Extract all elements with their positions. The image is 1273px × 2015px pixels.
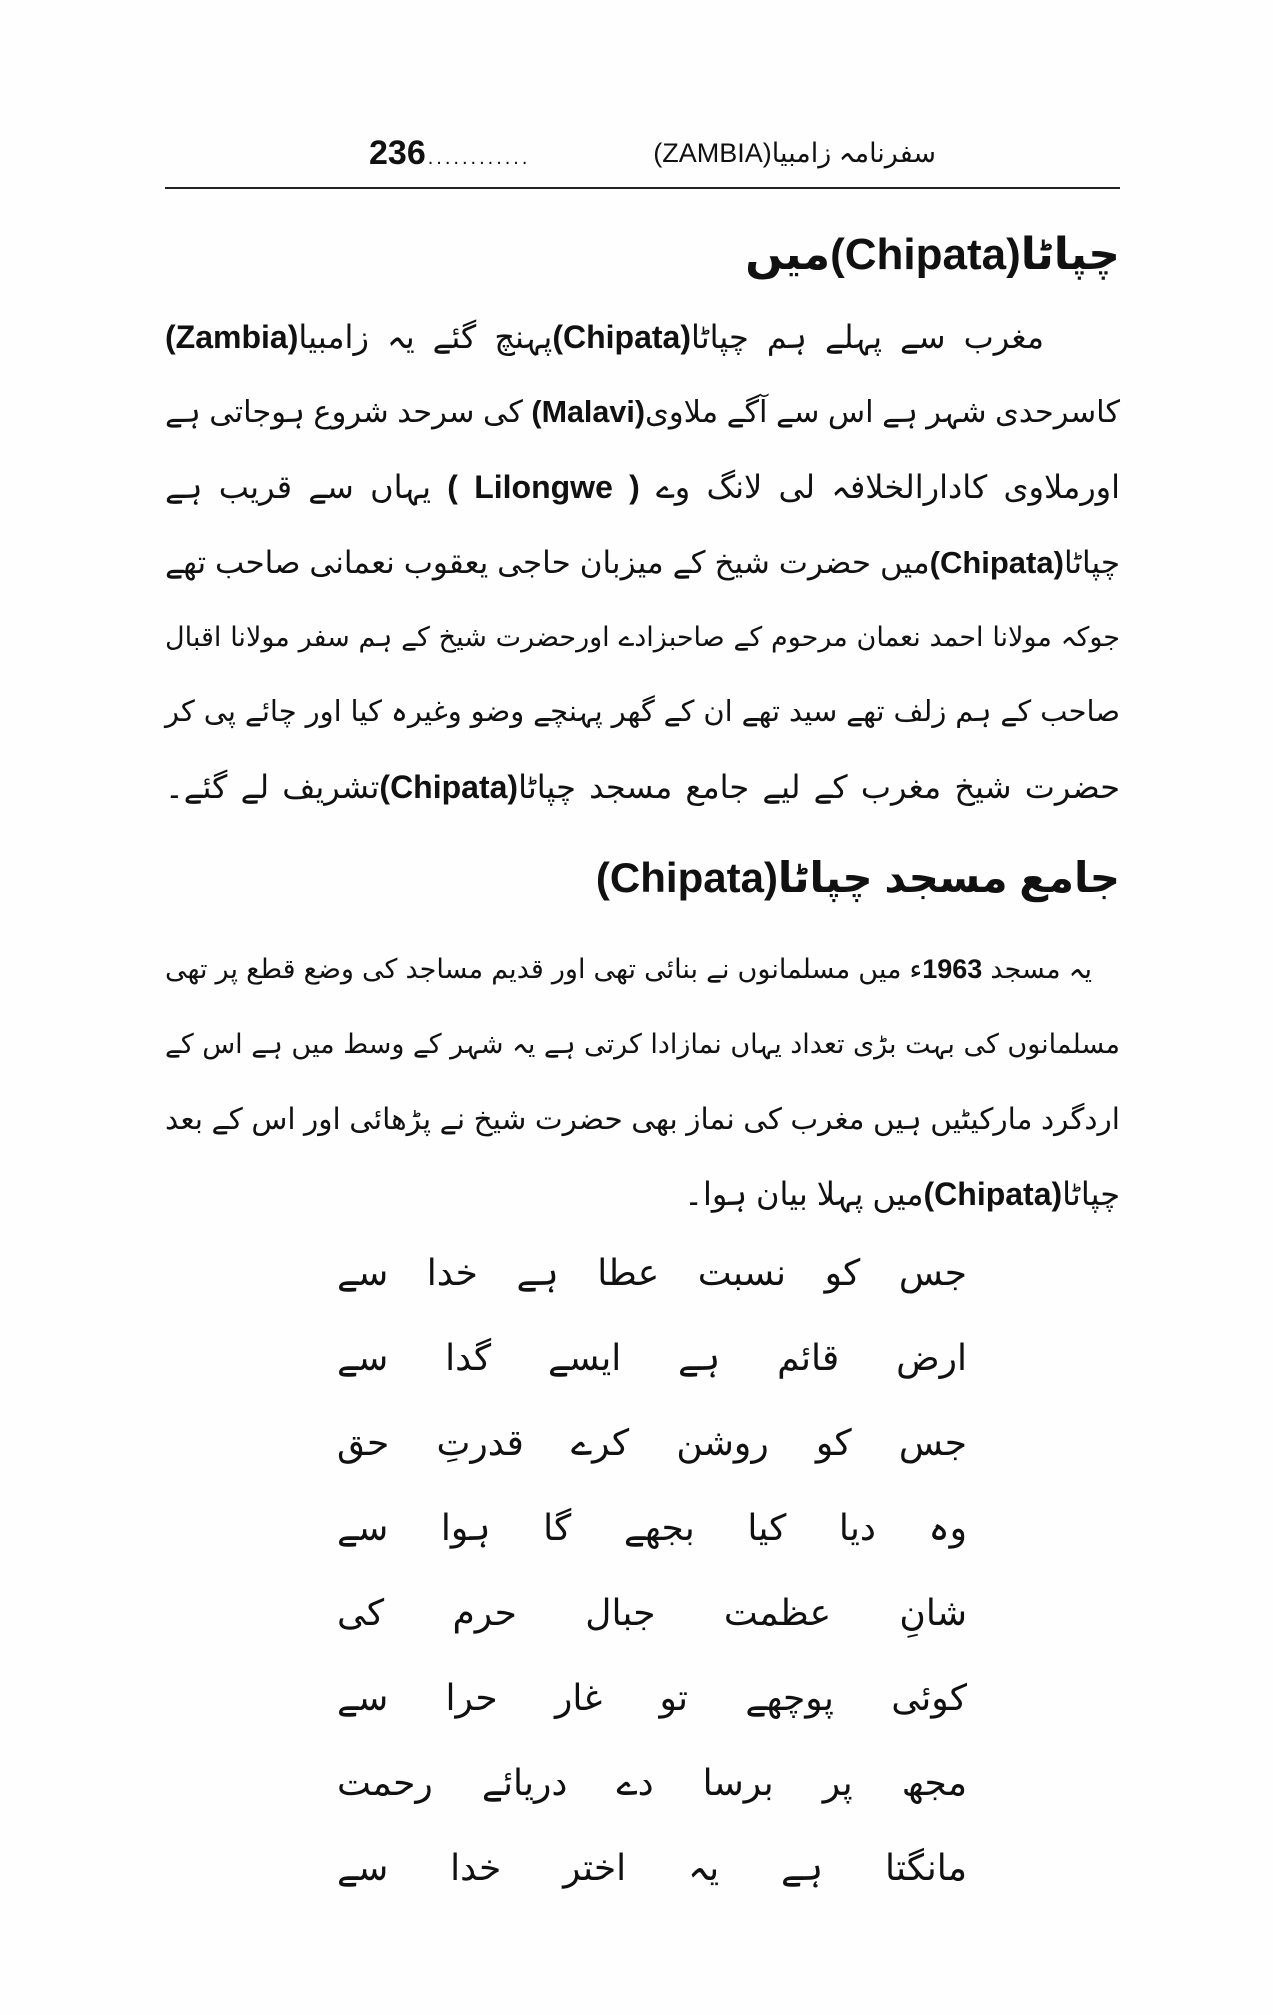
poem-line: مانگتا ہے یہ اختر خدا سے (337, 1847, 967, 1888)
latin-term: (Chipata) (379, 769, 519, 805)
running-header (369, 126, 936, 180)
section-heading: جامع مسجد چپاٹا(Chipata) (595, 854, 1120, 901)
poem-line: جس کو نسبت عطا ہے خدا سے (337, 1252, 967, 1293)
paragraph-line: مسلمانوں کی بہت بڑی تعداد یہاں نمازادا کرتی ہے یہ شہر کے وسط میں ہے اس کے (165, 1029, 1120, 1059)
paragraph-line: چپاٹا(Chipata)میں پہلا بیان ہوا۔ (684, 1176, 1120, 1212)
section-heading: چپاٹا(Chipata)میں (745, 230, 1120, 279)
paragraph-line: مغرب سے پہلے ہم چپاٹا(Chipata)پہنچ گئے یہ زامبیا(Zambia) (165, 319, 1045, 355)
page-number: 236 (369, 133, 426, 172)
paragraph-line: چپاٹا(Chipata)میں حضرت شیخ کے میزبان حاجی یعقوب نعمانی صاحب تھے (165, 545, 1120, 580)
poem (337, 1230, 967, 1910)
latin-term: (Chipata) (923, 1176, 1063, 1212)
paragraph-line: صاحب کے ہم زلف تھے سید تھے ان کے گھر پہنچے وضو وغیرہ کیا اور چائے پی کر (165, 696, 1120, 728)
latin-term: (Malavi) (531, 395, 645, 429)
poem-line: وہ دیا کیا بجھے گا ہوا سے (337, 1507, 967, 1548)
latin-term: (Zambia) (165, 319, 299, 355)
latin-term: ( Lilongwe ) (447, 469, 640, 505)
paragraph-line: اردگرد مارکیٹیں ہیں مغرب کی نماز بھی حضرت شیخ نے پڑھائی اور اس کے بعد (165, 1103, 1120, 1136)
poem-line: جس کو روشن کرے قدرتِ حق (337, 1422, 967, 1463)
page-number-group (369, 134, 530, 173)
running-title: سفرنامہ زامبیا(ZAMBIA) (653, 137, 936, 168)
header-rule (165, 187, 1120, 189)
paragraph-line: اورملاوی کادارالخلافہ لی لانگ وے ( Lilongwe ) یہاں سے قریب ہے (165, 469, 1121, 505)
poem-line: کوئی پوچھے تو غار حرا سے (337, 1677, 967, 1718)
leader-dots: ............ (427, 146, 531, 169)
latin-term: 1963 (922, 954, 983, 984)
poem-line: مجھ پر برسا دے دریائے رحمت (337, 1762, 967, 1803)
paragraph-line: جوکہ مولانا احمد نعمان مرحوم کے صاحبزادے اورحضرت شیخ کے ہم سفر مولانا اقبال (165, 622, 1120, 652)
latin-term: (Chipata) (929, 545, 1064, 580)
latin-term: (Chipata) (552, 319, 691, 355)
paragraph-line: کاسرحدی شہر ہے اس سے آگے ملاوی(Malavi) کی سرحد شروع ہوجاتی ہے (165, 395, 1120, 429)
paragraph (165, 932, 1120, 1232)
paragraph-line: یہ مسجد 1963ء میں مسلمانوں نے بنائی تھی اور قدیم مساجد کی وضع قطع پر تھی (165, 954, 1092, 984)
paragraph-line: حضرت شیخ مغرب کے لیے جامع مسجد چپاٹا(Chipata)تشریف لے گئے۔ (165, 769, 1120, 805)
paragraph (165, 300, 1120, 825)
poem-line: ارض قائم ہے ایسے گدا سے (337, 1337, 967, 1378)
poem-line: شانِ عظمت جبال حرم کی (337, 1592, 967, 1633)
